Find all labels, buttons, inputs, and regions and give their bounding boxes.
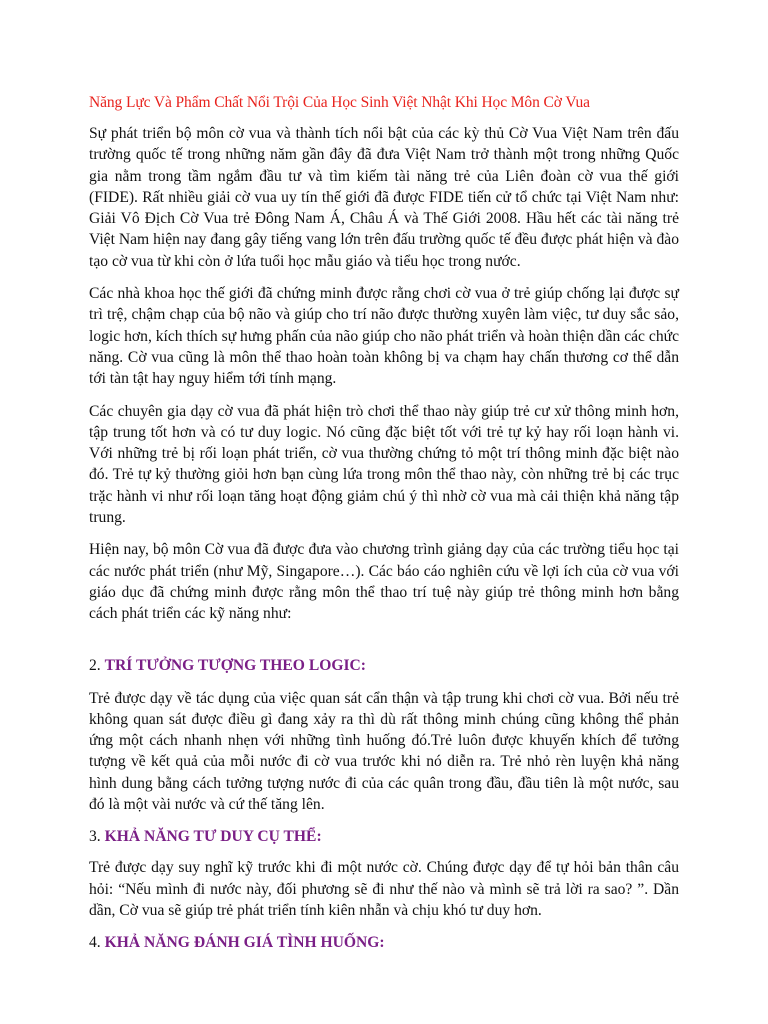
paragraph-science: Các nhà khoa học thế giới đã chứng minh được rằng chơi cờ vua ở trẻ giúp chống lại được sự trì trệ, chậm chạp của bộ não và giúp cho trí não được thường xuyên làm việc, tư duy sắc sảo, logic hơn, kích thích sự hưng phấn của não giúp cho não phát triển và hoàn thiện dần các chức năng. Cờ vua cũng là môn thể thao hoàn toàn không bị va chạm hay chấn thương cơ thể dẫn tới tàn tật hay nguy hiểm tới tính mạng.: [89, 285, 679, 388]
section-heading-concrete-thinking: [89, 826, 679, 847]
section-number: 2.: [89, 656, 101, 674]
section-title: KHẢ NĂNG TƯ DUY CỤ THỂ:: [104, 828, 322, 846]
paragraph-curriculum: Hiện nay, bộ môn Cờ vua đã được đưa vào chương trình giảng dạy của các trường tiểu học tại các nước phát triển (như Mỹ, Singapore…). Các báo cáo nghiên cứu về lợi ích của cờ vua với giáo dục đã chứng minh được rằng môn thể thao trí tuệ này giúp trẻ thông minh hơn bằng cách phát triển các kỹ năng như:: [89, 541, 679, 623]
document-title: Năng Lực Và Phẩm Chất Nổi Trội Của Học Sinh Việt Nhật Khi Học Môn Cờ Vua: [89, 94, 590, 111]
section-body-concrete-thinking: Trẻ được dạy suy nghĩ kỹ trước khi đi một nước cờ. Chúng được dạy để tự hỏi bản thân câu hỏi: “Nếu mình đi nước này, đối phương sẽ đi như thế nào và mình sẽ trả lời ra sao? ”. Dần dần, Cờ vua sẽ giúp trẻ phát triển tính kiên nhẫn và chịu khó tư duy hơn.: [89, 859, 679, 919]
section-number: 3.: [89, 828, 101, 846]
paragraph-intro: Sự phát triển bộ môn cờ vua và thành tích nổi bật của các kỳ thủ Cờ Vua Việt Nam trên đấu trường quốc tế trong những năm gần đây đã đưa Việt Nam trở thành một trong những Quốc gia nằm trong tầm ngắm đầu tư và tìm kiếm tài năng trẻ của Liên đoàn cờ vua thế giới (FIDE). Rất nhiều giải cờ vua uy tín thế giới đã được FIDE tiến cử tổ chức tại Việt Nam như: Giải Vô Địch Cờ Vua trẻ Đông Nam Á, Châu Á và Thế Giới 2008. Hầu hết các tài năng trẻ Việt Nam hiện nay đang gây tiếng vang lớn trên đấu trường quốc tế đều được phát hiện và đào tạo cờ vua từ khi còn ở lứa tuổi học mẫu giáo và tiểu học trong nước.: [89, 125, 679, 270]
section-title: TRÍ TƯỞNG TƯỢNG THEO LOGIC:: [104, 656, 366, 674]
section-body-logic-imagination: Trẻ được dạy về tác dụng của việc quan sát cẩn thận và tập trung khi chơi cờ vua. Bởi nếu trẻ không quan sát được điều gì đang xảy ra thì dù rất thông minh chúng cũng không thể phản ứng một cách nhanh nhẹn với những tình huống đó.Trẻ luôn được khuyến khích để tưởng tượng về kết quả của mỗi nước đi cờ vua trước khi nó diễn ra. Trẻ nhỏ rèn luyện khả năng hình dung bằng cách tưởng tượng nước đi của các quân trong đầu, đầu tiên là một nước, sau đó là một vài nước và cứ thế tăng lên.: [89, 689, 679, 814]
section-heading-situation-assessment: [89, 932, 679, 953]
document-page: [89, 93, 679, 962]
paragraph-experts: Các chuyên gia dạy cờ vua đã phát hiện trò chơi thể thao này giúp trẻ cư xử thông minh hơn, tập trung tốt hơn và có tư duy logic. Nó cũng đặc biệt tốt với trẻ tự kỷ hay rối loạn hành vi. Với những trẻ bị rối loạn phát triển, cờ vua thường chứng tỏ một trí thông minh đặc biệt nào đó. Trẻ tự kỷ thường giỏi hơn bạn cùng lứa trong môn thể thao này, còn những trẻ bị các trục trặc hành vi như rối loạn tăng hoạt động giảm chú ý thì nhờ cờ vua mà cải thiện khả năng tập trung.: [89, 402, 679, 527]
section-number: 4.: [89, 934, 101, 952]
section-title: KHẢ NĂNG ĐÁNH GIÁ TÌNH HUỐNG:: [104, 934, 385, 952]
section-heading-logic-imagination: [89, 655, 679, 676]
